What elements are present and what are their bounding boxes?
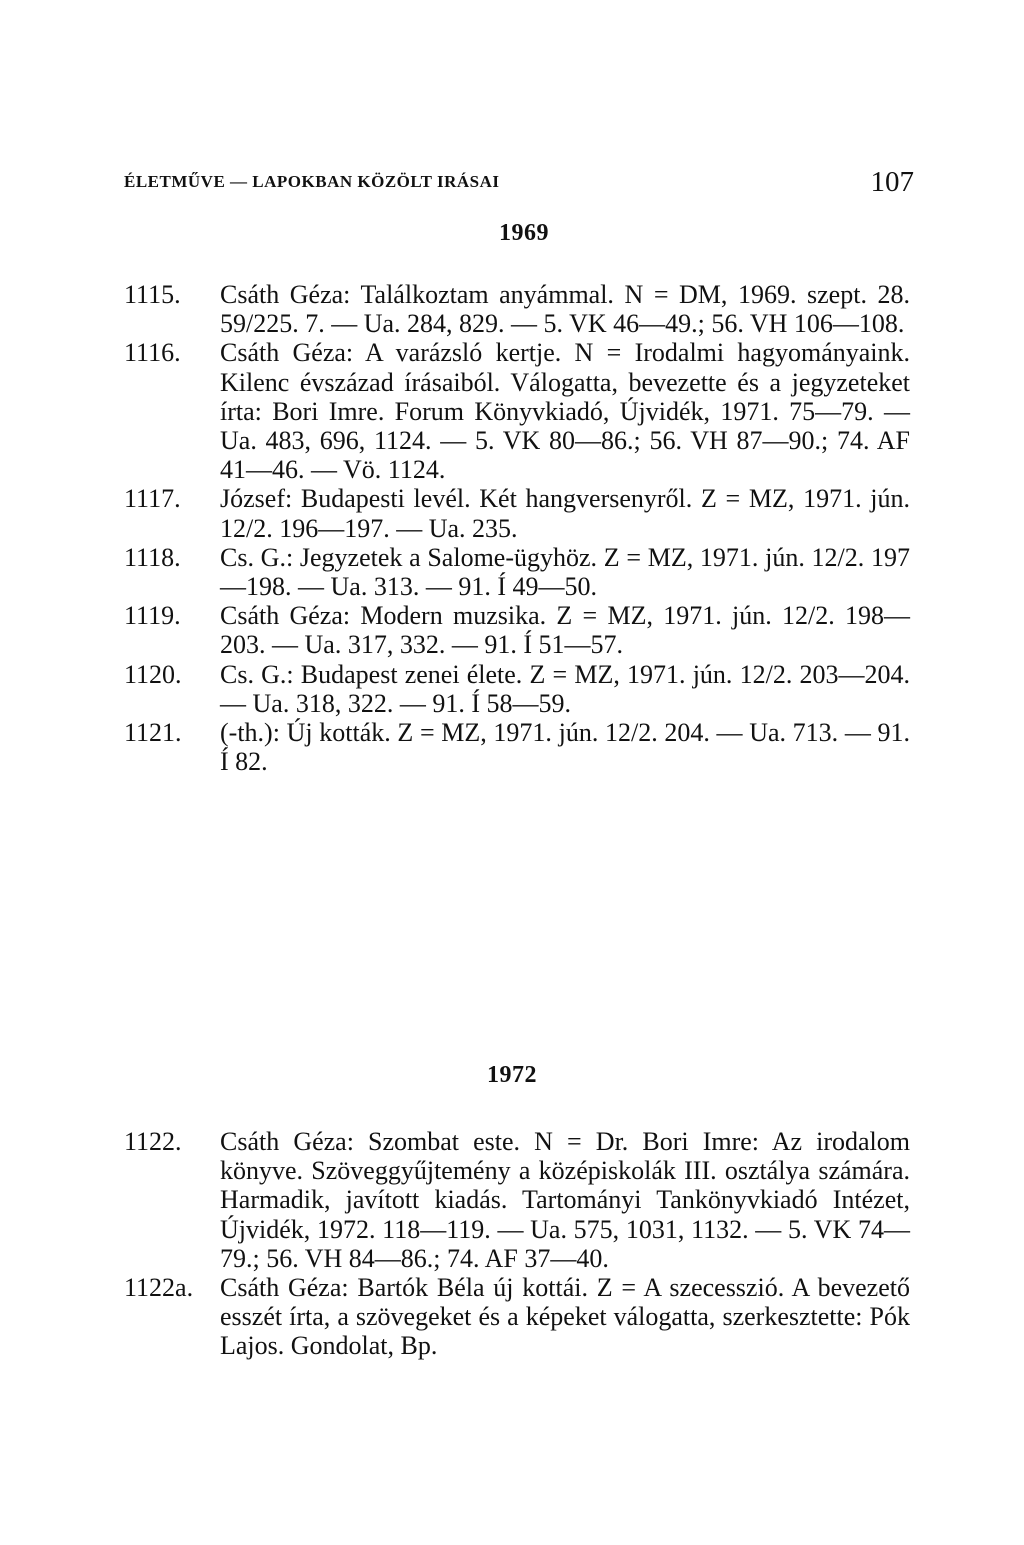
running-title: ÉLETMŰVE — LAPOKBAN KÖZÖLT IRÁSAI [124,172,500,191]
entry-text: Cs. G.: Budapest zenei élete. Z = MZ, 1971. jún. 12/2. 203—204. — Ua. 318, 322. — 91. Í 58—59. [220,659,910,718]
running-head [124,166,914,200]
entry-text: József: Budapesti levél. Két hangversenyről. Z = MZ, 1971. jún. 12/2. 196—197. — Ua. 235. [220,484,910,543]
year-heading: 1972 [487,1062,537,1088]
entry-number: 1116. [124,338,181,368]
bibliography-entry [124,1273,910,1361]
bibliography-entry [124,543,910,601]
bibliography-list [124,280,910,776]
entry-text: Cs. G.: Jegyzetek a Salome-ügyhöz. Z = MZ, 1971. jún. 12/2. 197—198. — Ua. 313. — 91. Í 49—50. [220,542,910,602]
entry-number: 1122. [124,1127,182,1156]
entry-number: 1119. [124,601,181,631]
bibliography-entry [124,601,910,659]
bibliography-entry [124,280,910,338]
entry-text: Csáth Géza: Bartók Béla új kottái. Z = A szecesszió. A bevezető esszét írta, a szövegeket és a képeket válogatta, szerkesztette: Pók Lajos. Gondolat, Bp. [220,1273,910,1361]
entry-text: (-th.): Új kották. Z = MZ, 1971. jún. 12/2. 204. — Ua. 713. — 91. Í 82. [220,718,910,777]
page-number: 107 [870,166,914,198]
entry-text: Csáth Géza: Találkoztam anyámmal. N = DM, 1969. szept. 28. 59/225. 7. — Ua. 284, 829. — 5. VK 46—49.; 56. VH 106—108. [220,280,910,339]
entry-text: Csáth Géza: Szombat este. N = Dr. Bori Imre: Az irodalom könyve. Szöveggyűjtemény a középiskolák III. osztálya számára. Harmadik, javított kiadás. Tartományi Tankönyvkiadó Intézet, Újvidék, 1972. 118—119. — Ua. 575, 1031, 1132. — 5. VK 74—79.; 56. VH 84—86.; 74. AF 37—40. [220,1127,910,1273]
entry-number: 1121. [124,718,182,748]
entry-text: Csáth Géza: Modern muzsika. Z = MZ, 1971. jún. 12/2. 198—203. — Ua. 317, 332. — 91. Í 51—57. [220,601,910,660]
entry-number: 1117. [124,484,181,514]
bibliography-list [124,1127,910,1361]
bibliography-entry [124,338,910,484]
entry-number: 1118. [124,542,181,572]
bibliography-entry [124,484,910,542]
bibliography-entry [124,718,910,776]
bibliography-entry [124,1127,910,1273]
bibliography-entry [124,660,910,718]
entry-number: 1120. [124,659,182,689]
entry-number: 1122a. [124,1273,194,1303]
entry-number: 1115. [124,280,181,309]
entry-text: Csáth Géza: A varázsló kertje. N = Irodalmi hagyományaink. Kilenc évszázad írásaiból. Válogatta, bevezette és a jegyzeteket írta: Bori Imre. Forum Könyvkiadó, Újvidék, 1971. 75—79. — Ua. 483, 696, 1124. — 5. VK 80—86.; 56. VH 87—90.; 74. AF 41—46. — Vö. 1124. [220,338,910,485]
year-heading: 1969 [499,220,549,246]
